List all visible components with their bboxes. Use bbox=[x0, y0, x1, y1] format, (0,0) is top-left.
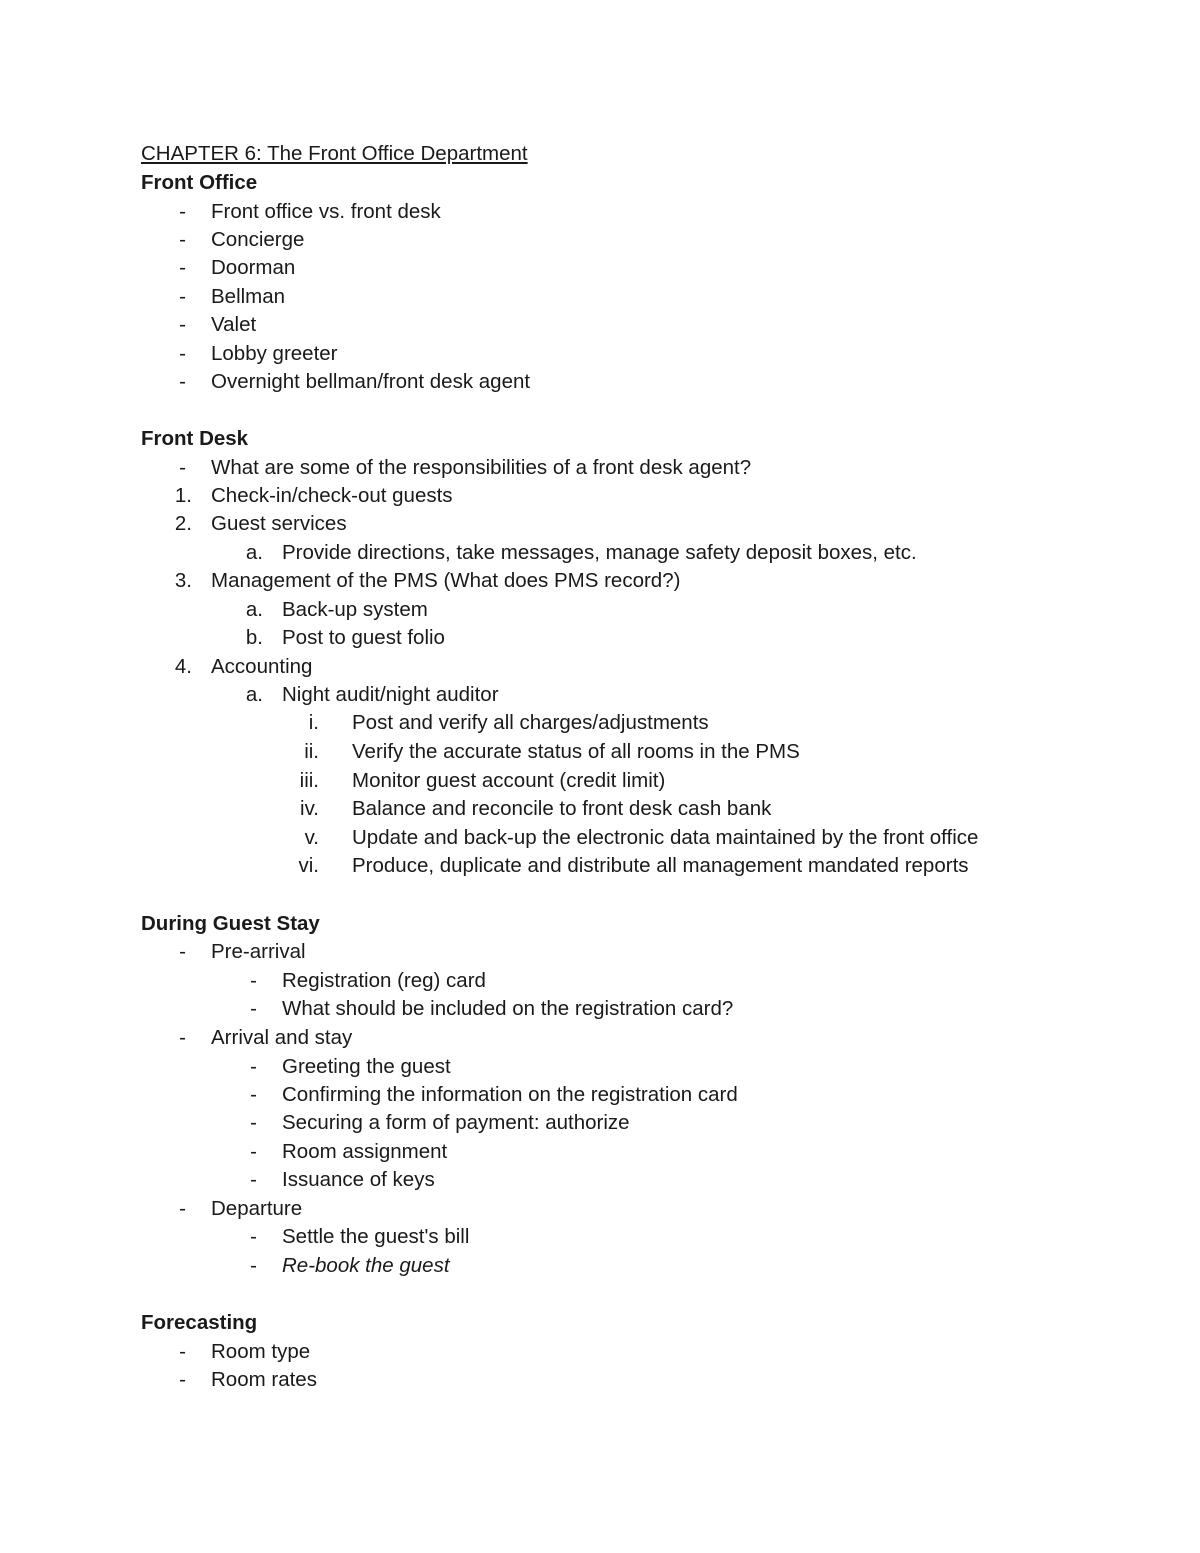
list-item-text: Re-book the guest bbox=[282, 1254, 450, 1277]
list-marker: - bbox=[179, 1026, 186, 1049]
list-item-text: Concierge bbox=[211, 228, 305, 251]
list-item-text: Departure bbox=[211, 1197, 303, 1220]
list-marker: a. bbox=[245, 598, 263, 621]
list-marker: - bbox=[250, 1225, 257, 1248]
list-marker: 4. bbox=[174, 655, 192, 678]
list-marker: - bbox=[250, 997, 257, 1020]
list-item-text: Overnight bellman/front desk agent bbox=[211, 370, 531, 393]
list-item-text: Confirming the information on the registration card bbox=[282, 1083, 738, 1106]
list-item-text: Check-in/check-out guests bbox=[211, 484, 453, 507]
list-item-text: Produce, duplicate and distribute all management mandated reports bbox=[352, 854, 969, 877]
list-marker: vi. bbox=[298, 854, 319, 877]
list-marker: 1. bbox=[174, 484, 192, 507]
list-item-text: Securing a form of payment: authorize bbox=[282, 1111, 630, 1134]
list-marker: v. bbox=[304, 826, 319, 849]
section-heading-front-office: Front Office bbox=[141, 171, 258, 194]
list-marker: iii. bbox=[299, 769, 319, 792]
list-marker: - bbox=[179, 1368, 186, 1391]
list-item-text: Bellman bbox=[211, 285, 286, 308]
list-item-text: Room rates bbox=[211, 1368, 317, 1391]
list-marker: - bbox=[179, 1340, 186, 1363]
list-marker: - bbox=[250, 1168, 257, 1191]
list-item-text: Arrival and stay bbox=[211, 1026, 353, 1049]
section-heading-forecasting: Forecasting bbox=[141, 1311, 258, 1334]
document-title: CHAPTER 6: The Front Office Department bbox=[141, 142, 528, 165]
list-marker: - bbox=[179, 456, 186, 479]
list-item-text: Post to guest folio bbox=[282, 626, 445, 649]
list-item-text: Update and back-up the electronic data maintained by the front office bbox=[352, 826, 979, 849]
list-marker: b. bbox=[245, 626, 263, 649]
list-item-text: Room type bbox=[211, 1340, 311, 1363]
list-item-text: Registration (reg) card bbox=[282, 969, 486, 992]
list-marker: - bbox=[250, 1254, 257, 1277]
list-marker: - bbox=[250, 1111, 257, 1134]
list-marker: 3. bbox=[174, 569, 192, 592]
list-marker: iv. bbox=[300, 797, 319, 820]
list-marker: - bbox=[179, 940, 186, 963]
list-item-text: Settle the guest's bill bbox=[282, 1225, 470, 1248]
list-marker: - bbox=[179, 285, 186, 308]
list-item-text: Front office vs. front desk bbox=[211, 200, 441, 223]
list-item-text: Back-up system bbox=[282, 598, 428, 621]
section-heading-during-guest-stay: During Guest Stay bbox=[141, 912, 320, 935]
list-item-text: Management of the PMS (What does PMS record?) bbox=[211, 569, 681, 592]
list-marker: - bbox=[250, 1055, 257, 1078]
list-marker: - bbox=[250, 1083, 257, 1106]
list-marker: ii. bbox=[304, 740, 319, 763]
list-marker: - bbox=[179, 313, 186, 336]
list-item-text: Accounting bbox=[211, 655, 313, 678]
list-marker: - bbox=[179, 1197, 186, 1220]
list-item-text: Valet bbox=[211, 313, 257, 336]
list-item-text: What are some of the responsibilities of a front desk agent? bbox=[211, 456, 752, 479]
list-item-text: Guest services bbox=[211, 512, 347, 535]
list-marker: a. bbox=[245, 683, 263, 706]
list-marker: 2. bbox=[174, 512, 192, 535]
list-item-text: Lobby greeter bbox=[211, 342, 338, 365]
list-item-text: Verify the accurate status of all rooms in the PMS bbox=[352, 740, 800, 763]
list-marker: - bbox=[250, 969, 257, 992]
list-item-text: Monitor guest account (credit limit) bbox=[352, 769, 666, 792]
list-item-text: Room assignment bbox=[282, 1140, 448, 1163]
list-marker: a. bbox=[245, 541, 263, 564]
list-item-text: What should be included on the registration card? bbox=[282, 997, 734, 1020]
list-item-text: Greeting the guest bbox=[282, 1055, 451, 1078]
list-marker: - bbox=[179, 342, 186, 365]
list-marker: - bbox=[250, 1140, 257, 1163]
list-item-text: Pre-arrival bbox=[211, 940, 306, 963]
list-item-text: Issuance of keys bbox=[282, 1168, 435, 1191]
list-marker: - bbox=[179, 200, 186, 223]
list-item-text: Night audit/night auditor bbox=[282, 683, 499, 706]
list-marker: i. bbox=[308, 711, 319, 734]
section-heading-front-desk: Front Desk bbox=[141, 427, 249, 450]
list-marker: - bbox=[179, 370, 186, 393]
list-marker: - bbox=[179, 256, 186, 279]
list-item-text: Provide directions, take messages, manage safety deposit boxes, etc. bbox=[282, 541, 917, 564]
list-item-text: Balance and reconcile to front desk cash bank bbox=[352, 797, 772, 820]
list-marker: - bbox=[179, 228, 186, 251]
list-item-text: Post and verify all charges/adjustments bbox=[352, 711, 709, 734]
list-item-text: Doorman bbox=[211, 256, 296, 279]
